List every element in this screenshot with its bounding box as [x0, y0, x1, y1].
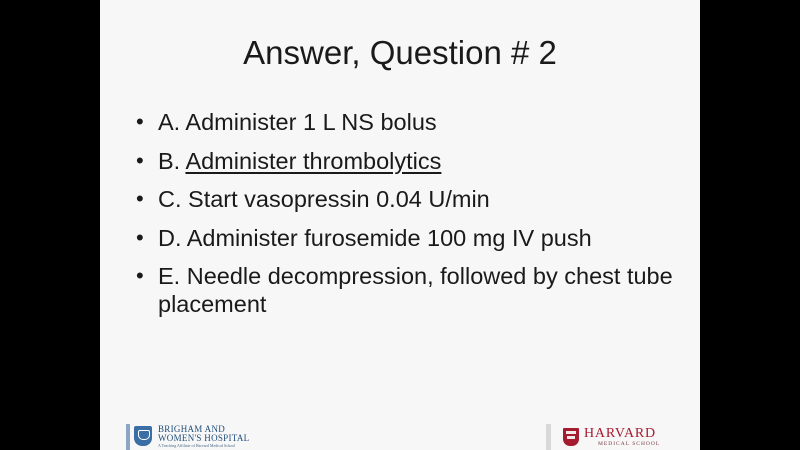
- answer-option-b-correct-text: Administer thrombolytics: [185, 147, 442, 174]
- brigham-womens-logo: [126, 424, 366, 450]
- harvard-logo-text: [584, 427, 660, 448]
- answer-option-b-prefix: B.: [158, 147, 186, 174]
- bullet-icon: •: [136, 186, 144, 211]
- brigham-logo-tagline: A Teaching Affiliate of Harvard Medical School: [158, 443, 236, 448]
- answer-option-b: [136, 147, 676, 175]
- answer-option-d: [136, 224, 676, 252]
- answer-option-e-text: E. Needle decompression, followed by chest tube placement: [158, 263, 673, 317]
- brigham-logo-text: [158, 425, 249, 449]
- bullet-icon: •: [136, 224, 144, 250]
- bullet-icon: •: [136, 263, 144, 288]
- bullet-icon: •: [136, 109, 144, 134]
- harvard-logo-line2: MEDICAL SCHOOL: [598, 440, 661, 447]
- bullet-icon: •: [136, 147, 144, 173]
- answer-option-d-text: D. Administer furosemide 100 mg IV push: [158, 224, 592, 251]
- harvard-logo-line1: HARVARD: [584, 425, 656, 441]
- bwh-shield-icon: [134, 426, 152, 446]
- logo-divider: [126, 424, 130, 450]
- answer-option-e: [136, 262, 676, 318]
- brigham-logo-line1: BRIGHAM AND: [158, 424, 226, 434]
- answer-option-a: [136, 108, 676, 136]
- presentation-slide: [100, 0, 700, 450]
- answer-option-c-text: C. Start vasopressin 0.04 U/min: [158, 186, 490, 212]
- brigham-logo-line2: WOMEN'S HOSPITAL: [158, 433, 250, 443]
- harvard-medical-logo: [546, 424, 696, 450]
- harvard-shield-icon: [563, 428, 579, 446]
- slide-title: Answer, Question # 2: [243, 34, 557, 71]
- logo-divider: [546, 424, 551, 450]
- answer-option-c: [136, 185, 676, 213]
- answer-list: [136, 108, 676, 329]
- answer-option-a-text: A. Administer 1 L NS bolus: [158, 109, 437, 135]
